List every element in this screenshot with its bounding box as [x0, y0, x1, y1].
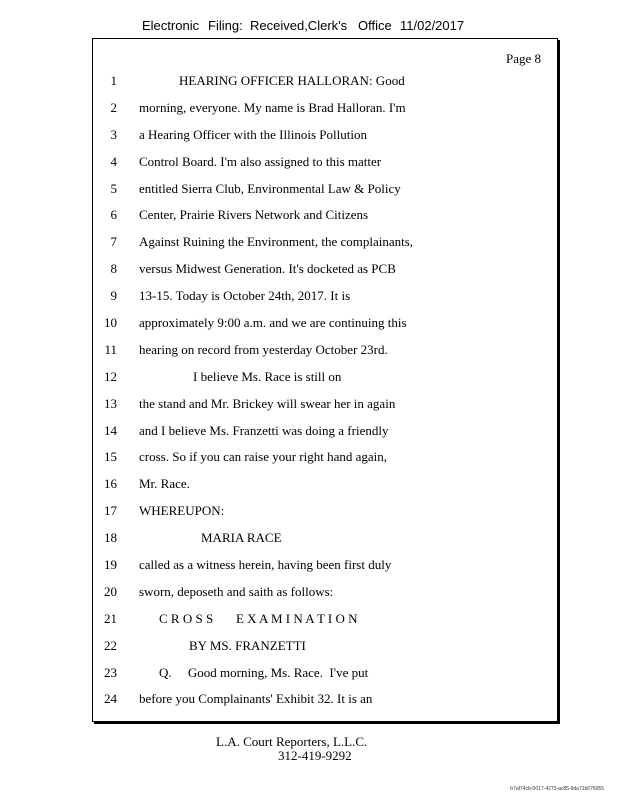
line-text: WHEREUPON:	[139, 503, 225, 519]
transcript-line	[93, 342, 557, 369]
line-text: Mr. Race.	[139, 476, 190, 492]
line-number: 1	[110, 73, 117, 88]
transcript-line	[93, 584, 557, 611]
line-text: versus Midwest Generation. It's docketed as PCB	[139, 261, 396, 277]
line-text: HEARING OFFICER HALLORAN: Good	[179, 73, 405, 88]
line-number: 19	[104, 557, 117, 573]
transcript-line	[93, 530, 557, 557]
line-text: and I believe Ms. Franzetti was doing a friendly	[139, 422, 389, 438]
transcript-line	[93, 100, 557, 127]
line-text: morning, everyone. My name is Brad Halloran. I'm	[139, 99, 406, 115]
transcript-line	[93, 73, 557, 100]
line-number: 10	[104, 315, 117, 331]
line-number: 22	[104, 637, 117, 653]
line-text: Control Board. I'm also assigned to this matter	[139, 153, 382, 169]
transcript-line	[93, 181, 557, 208]
line-number: 8	[110, 261, 117, 277]
transcript-line	[93, 315, 557, 342]
transcript-line	[93, 234, 557, 261]
line-number: 15	[104, 449, 117, 465]
line-number: 13	[104, 395, 117, 411]
line-text: I believe Ms. Race is still on	[193, 368, 342, 384]
filing-word-received: Received,Clerk's	[250, 18, 348, 33]
line-text: MARIA RACE	[201, 530, 282, 546]
transcript-line	[93, 691, 557, 718]
page-number: Page 8	[505, 51, 541, 66]
line-text: sworn, deposeth and saith as follows:	[139, 583, 334, 599]
line-number: 23	[104, 664, 117, 680]
line-text: Q. Good morning, Ms. Race. I've put	[159, 664, 369, 680]
line-number: 17	[104, 503, 117, 519]
filing-word-office: Office	[358, 18, 392, 33]
transcript-line	[93, 261, 557, 288]
transcript-line	[93, 154, 557, 181]
transcript-line	[93, 449, 557, 476]
transcript-line	[93, 476, 557, 503]
line-number: 12	[104, 368, 117, 384]
line-text: Center, Prairie Rivers Network and Citizens	[139, 207, 369, 223]
line-number: 4	[110, 153, 117, 169]
line-number: 7	[110, 234, 117, 250]
transcript-line	[93, 557, 557, 584]
transcript-line	[93, 127, 557, 154]
line-text: entitled Sierra Club, Environmental Law & Policy	[139, 180, 401, 196]
line-number: 20	[104, 583, 117, 599]
transcript-line	[93, 369, 557, 396]
line-number: 16	[104, 476, 117, 492]
line-number: 18	[104, 530, 117, 546]
line-number: 2	[110, 99, 117, 115]
reporter-phone: 312-419-9292	[278, 748, 352, 763]
line-number: 5	[110, 180, 117, 196]
transcript-line	[93, 288, 557, 315]
document-hash: b7af74cb-0017-4273-ac85-9da71b675055	[510, 786, 604, 792]
transcript-line	[93, 423, 557, 450]
line-text: C R O S S E X A M I N A T I O N	[159, 610, 358, 626]
transcript-line	[93, 611, 557, 638]
line-number: 9	[110, 288, 117, 304]
line-number: 24	[104, 691, 117, 707]
transcript-line	[93, 396, 557, 423]
transcript-page	[92, 38, 558, 722]
line-text: approximately 9:00 a.m. and we are continuing this	[139, 315, 407, 331]
line-text: hearing on record from yesterday October 23rd.	[139, 341, 388, 357]
transcript-line	[93, 638, 557, 665]
reporter-company: L.A. Court Reporters, L.L.C.	[216, 734, 368, 749]
line-number: 14	[104, 422, 117, 438]
line-text: called as a witness herein, having been first duly	[139, 557, 392, 573]
filing-date: 11/02/2017	[400, 18, 465, 33]
transcript-lines	[93, 73, 557, 718]
line-number: 6	[110, 207, 117, 223]
line-text: 13-15. Today is October 24th, 2017. It is	[139, 288, 351, 304]
line-text: BY MS. FRANZETTI	[189, 637, 306, 653]
line-text: before you Complainants' Exhibit 32. It is an	[139, 691, 373, 707]
filing-word-electronic: Electronic	[142, 18, 200, 33]
transcript-line	[93, 665, 557, 692]
transcript-line	[93, 207, 557, 234]
filing-word-filing: Filing:	[208, 18, 243, 33]
line-number: 3	[110, 126, 117, 142]
transcript-line	[93, 503, 557, 530]
line-text: Against Ruining the Environment, the complainants,	[139, 234, 414, 250]
line-number: 11	[104, 341, 117, 357]
line-text: the stand and Mr. Brickey will swear her in again	[139, 395, 396, 411]
line-text: a Hearing Officer with the Illinois Pollution	[139, 126, 367, 142]
line-number: 21	[104, 610, 117, 626]
line-text: cross. So if you can raise your right hand again,	[139, 449, 388, 465]
